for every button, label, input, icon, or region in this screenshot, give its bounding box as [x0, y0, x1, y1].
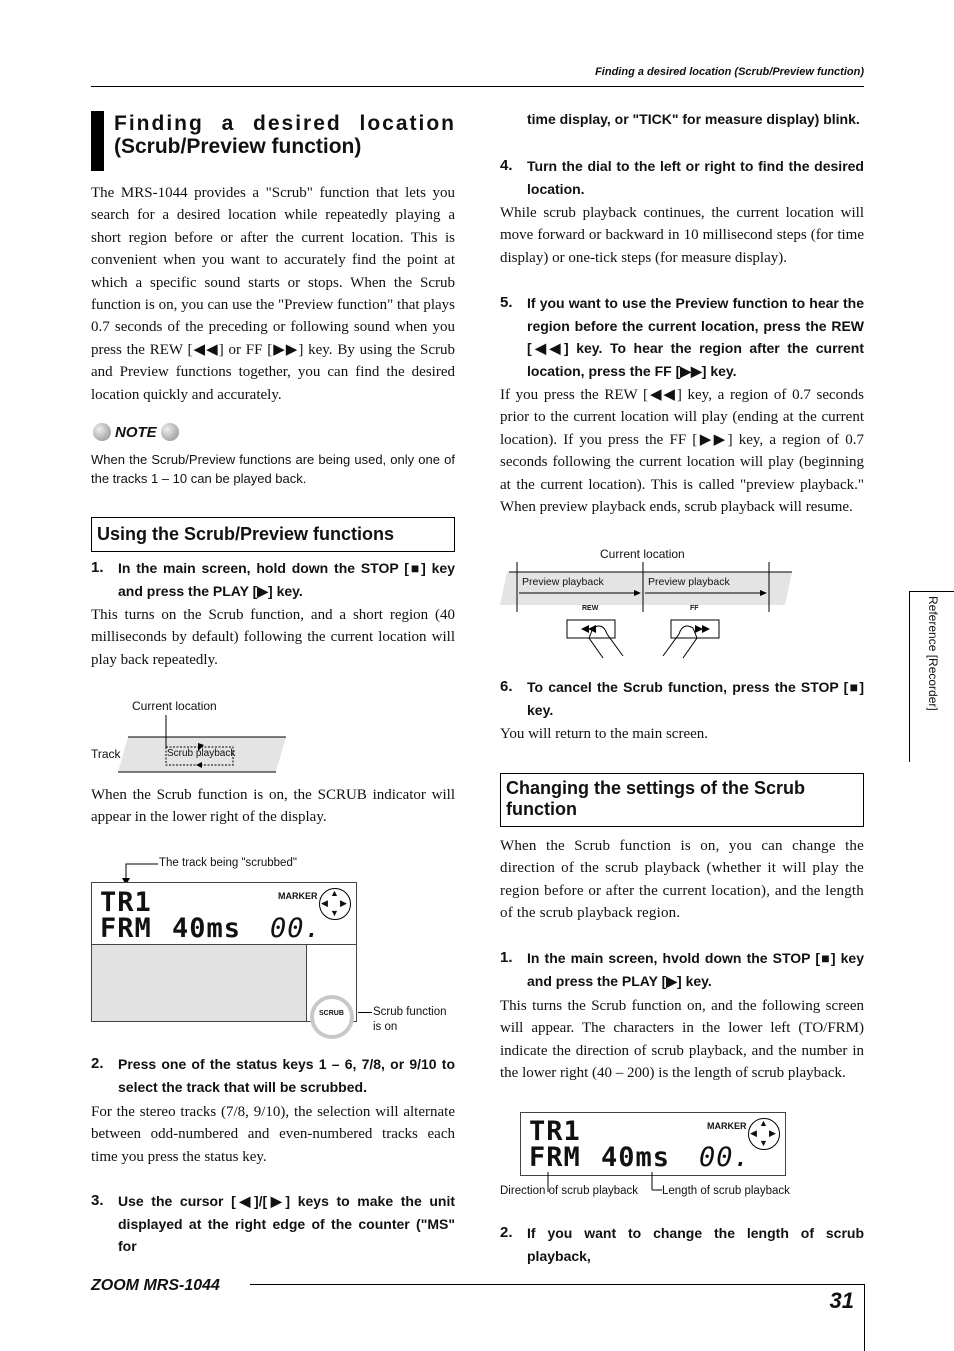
step-6 — [500, 676, 864, 721]
section-heading-using: Using the Scrub/Preview functions — [91, 517, 455, 552]
lcd-counter: 00. — [699, 1142, 751, 1173]
callout-direction: Direction of scrub playback — [500, 1185, 639, 1197]
step-number: 5. — [500, 294, 513, 311]
step-number: 1. — [500, 949, 513, 966]
note-dot-icon — [93, 423, 111, 441]
lcd-display-settings — [520, 1112, 786, 1176]
lcd-lower-area — [92, 945, 307, 1021]
note-label: NOTE — [115, 423, 157, 441]
footer-rule-vertical — [864, 1284, 865, 1351]
changing-intro: When the Scrub function is on, you can change the direction of the scrub playback (whether it will play the region before or after the current location), and the length of the scrub playback region. — [500, 838, 864, 922]
lcd-marker: MARKER — [278, 891, 318, 901]
lcd-marker: MARKER — [707, 1121, 747, 1131]
callout-scrub — [373, 1005, 447, 1035]
running-head: Finding a desired location (Scrub/Preview function) — [595, 66, 864, 78]
note-text: When the Scrub/Preview functions are being used, only one of the tracks 1 – 10 can be played back. — [91, 452, 455, 486]
page-number: 31 — [829, 1288, 854, 1313]
changing-step-2 — [500, 1222, 864, 1267]
page-title — [114, 112, 456, 158]
preview-left-label: Preview playback — [522, 576, 604, 588]
step-number: 2. — [91, 1055, 104, 1072]
scrub-indicator-highlight — [310, 995, 354, 1039]
step-number: 2. — [500, 1224, 513, 1241]
track-shape — [88, 695, 298, 775]
step-3-continued — [500, 108, 864, 131]
step-1 — [91, 557, 455, 602]
ff-key-label: FF — [690, 605, 699, 612]
step-1-body: This turns on the Scrub function, and a short region (40 milliseconds by default) following the current location will play back repeatedly. — [91, 607, 455, 668]
lcd-track: TR1 — [529, 1116, 581, 1147]
current-location-label: Current location — [600, 547, 685, 561]
step-6-body: You will return to the main screen. — [500, 726, 709, 742]
lcd-track: TR1 — [100, 887, 152, 918]
step-text: time display, or "TICK" for measure display) blink. — [527, 111, 860, 127]
intro-paragraph: The MRS-1044 provides a "Scrub" function that lets you search for a desired location while repeatedly playing a short region before or after the current location. This is convenient when you want to accurately find the point at which a specific sound starts or stops. When the Scrub function is on, you can use the "Preview function" that plays 0.7 seconds of the preceding or following sound when you press the REW [◀◀] or FF [▶▶] key. By using the Scrub and Preview functions together, you can find the desired location quickly and accurately. — [91, 185, 455, 403]
preview-right-label: Preview playback — [648, 576, 730, 588]
step-5 — [500, 292, 864, 382]
step-5-body: If you press the REW [◀◀] key, a region of 0.7 seconds prior to the current location will play (ending at the current location). If you press the FF [▶▶] key, a region of 0.7 seconds following the current location will play (beginning at the current location). This is called "preview playback." When preview playback ends, scrub playback will resume. — [500, 387, 864, 516]
footer-rule — [250, 1284, 864, 1285]
step-number: 1. — [91, 559, 104, 576]
lcd-direction: FRM — [529, 1142, 581, 1173]
step-2-body: For the stereo tracks (7/8, 9/10), the selection will alternate between odd-numbered and even-numbered tracks each time you press the status key. — [91, 1104, 455, 1165]
lcd-length: 40ms — [601, 1142, 671, 1173]
scrub-playback-label: Scrub playback — [167, 748, 236, 759]
callout-arrow-icon — [358, 1012, 372, 1013]
callout-scrub-line2: is on — [373, 1021, 398, 1033]
step-text: In the main screen, hvold down the STOP [■] key and press the PLAY [▶] key. — [527, 950, 864, 989]
current-location-label: Current location — [132, 699, 217, 713]
title-line-1: Finding a desired location — [114, 112, 456, 135]
note-dot-icon — [161, 423, 179, 441]
callout-track: The track being "scrubbed" — [159, 857, 297, 869]
step-4-body: While scrub playback continues, the current location will move forward or backward in 10 millisecond steps (for time display) or one-tick steps (for measure display). — [500, 205, 864, 266]
rew-key-label: REW — [582, 605, 599, 612]
scrub-indicator: SCRUB — [319, 1010, 344, 1017]
step-number: 6. — [500, 678, 513, 695]
step-text: Use the cursor [◀]/[▶] keys to make the unit displayed at the right edge of the counter ("MS" for — [118, 1193, 455, 1254]
scrub-indicator-paragraph: When the Scrub function is on, the SCRUB indicator will appear in the lower right of the display. — [91, 787, 455, 826]
footer-product: ZOOM MRS-1044 — [91, 1277, 220, 1294]
header-rule — [91, 86, 864, 87]
step-text: If you want to change the length of scrub playback, — [527, 1225, 864, 1264]
title-line-2: (Scrub/Preview function) — [114, 135, 362, 158]
changing-step-1 — [500, 947, 864, 992]
lcd-counter: 00. — [270, 913, 322, 944]
marker-dpad-icon: ▲ ▼ ◀ ▶ — [319, 888, 351, 920]
section-heading-changing: Changing the settings of the Scrub function — [500, 773, 864, 827]
scrub-diagram — [88, 695, 298, 775]
step-3 — [91, 1190, 455, 1258]
title-bar — [91, 111, 104, 171]
note-badge — [93, 423, 179, 441]
side-tab — [909, 591, 954, 762]
lcd-length: 40ms — [172, 913, 242, 944]
step-2 — [91, 1053, 455, 1098]
step-text: Turn the dial to the left or right to find the desired location. — [527, 158, 864, 197]
callout-scrub-line1: Scrub function — [373, 1006, 447, 1018]
side-tab-label: Reference [Recorder] — [926, 596, 940, 711]
step-text: Press one of the status keys 1 – 6, 7/8, or 9/10 to select the track that will be scrubbed. — [118, 1056, 455, 1095]
step-4 — [500, 155, 864, 200]
step-number: 3. — [91, 1192, 104, 1209]
track-label: Track — [91, 747, 121, 761]
step-text: To cancel the Scrub function, press the STOP [■] key. — [527, 679, 864, 718]
step-number: 4. — [500, 157, 513, 174]
marker-dpad-icon: ▲ ▼ ◀ ▶ — [748, 1118, 780, 1150]
changing-step-1-body: This turns the Scrub function on, and the following screen will appear. The characters in the lower left (TO/FRM) indicate the direction of scrub playback, and the number in the lower right (40 – 200) is the length of scrub playback. — [500, 998, 864, 1082]
callout-length: Length of scrub playback — [662, 1185, 790, 1197]
step-text: If you want to use the Preview function to hear the region before the current location, press the REW [◀◀] key. To hear the region after the current location, press the FF [▶▶] key. — [527, 295, 864, 379]
preview-diagram — [495, 540, 795, 660]
lcd-display — [91, 882, 357, 1022]
step-text: In the main screen, hold down the STOP [■] key and press the PLAY [▶] key. — [118, 560, 455, 599]
lcd-direction: FRM — [100, 913, 152, 944]
